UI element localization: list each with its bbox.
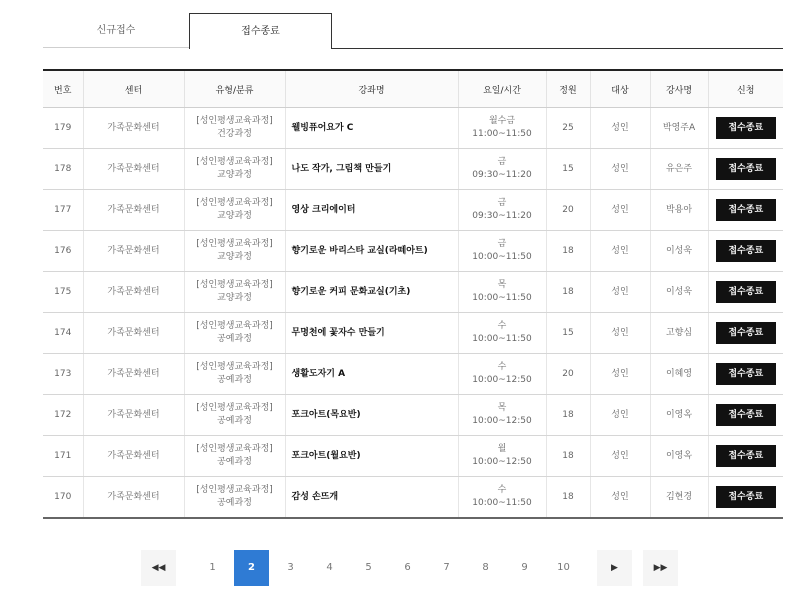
cell-apply: [708, 272, 783, 313]
tab-registration-closed[interactable]: 접수종료: [189, 13, 332, 49]
cell-apply: [708, 477, 783, 519]
table-row: [43, 313, 783, 354]
type-category: [성인평생교육과정]: [196, 362, 273, 372]
cell-center: 가족문화센터: [83, 149, 184, 190]
cell-instructor: 유은주: [650, 149, 708, 190]
cell-course-name[interactable]: 웰빙퓨어요가 C: [285, 108, 458, 149]
cell-target: 성인: [590, 108, 650, 149]
cell-instructor: 박용아: [650, 190, 708, 231]
course-time: 10:00~11:50: [472, 293, 532, 303]
cell-center: 가족문화센터: [83, 272, 184, 313]
cell-type: [184, 313, 285, 354]
course-time: 09:30~11:20: [472, 211, 532, 221]
type-category: [성인평생교육과정]: [196, 321, 273, 331]
cell-type: [184, 149, 285, 190]
course-time: 10:00~12:50: [472, 416, 532, 426]
cell-course-name[interactable]: 포크아트(목요반): [285, 395, 458, 436]
type-category: [성인평생교육과정]: [196, 485, 273, 495]
cell-day-time: [458, 477, 546, 519]
type-subcategory: 공예과정: [217, 416, 252, 426]
cell-type: [184, 436, 285, 477]
type-subcategory: 공예과정: [217, 498, 252, 508]
page-10[interactable]: 10: [546, 550, 581, 586]
course-day: 목: [497, 280, 507, 290]
course-day: 수: [497, 485, 507, 495]
registration-closed-button[interactable]: 접수종료: [716, 363, 776, 385]
cell-target: 성인: [590, 477, 650, 519]
cell-apply: [708, 354, 783, 395]
registration-closed-button[interactable]: 접수종료: [716, 445, 776, 467]
type-subcategory: 교양과정: [217, 252, 252, 262]
cell-type: [184, 272, 285, 313]
course-time: 11:00~11:50: [472, 129, 532, 139]
course-time: 10:00~11:50: [472, 252, 532, 262]
page-2-current[interactable]: 2: [234, 550, 269, 586]
table-row: [43, 190, 783, 231]
cell-center: 가족문화센터: [83, 190, 184, 231]
course-time: 10:00~11:50: [472, 498, 532, 508]
cell-center: 가족문화센터: [83, 395, 184, 436]
cell-course-name[interactable]: 향기로운 바리스타 교실(라떼아트): [285, 231, 458, 272]
tab-new-registration[interactable]: 신규접수: [43, 13, 189, 48]
cell-capacity: 25: [546, 108, 590, 149]
course-time: 10:00~12:50: [472, 457, 532, 467]
cell-apply: [708, 395, 783, 436]
next-page-button[interactable]: ▶: [597, 550, 632, 586]
course-day: 월수금: [488, 116, 516, 126]
table-row: [43, 436, 783, 477]
cell-instructor: 김현경: [650, 477, 708, 519]
cell-apply: [708, 436, 783, 477]
cell-instructor: 이성욱: [650, 272, 708, 313]
cell-target: 성인: [590, 395, 650, 436]
cell-course-name[interactable]: 감성 손뜨개: [285, 477, 458, 519]
type-category: [성인평생교육과정]: [196, 280, 273, 290]
page-4[interactable]: 4: [312, 550, 347, 586]
registration-closed-button[interactable]: 접수종료: [716, 486, 776, 508]
cell-number: 175: [43, 272, 83, 313]
cell-day-time: [458, 272, 546, 313]
page-8[interactable]: 8: [468, 550, 503, 586]
cell-apply: [708, 231, 783, 272]
header-center: 센터: [83, 70, 184, 108]
course-day: 금: [497, 198, 507, 208]
type-category: [성인평생교육과정]: [196, 444, 273, 454]
cell-type: [184, 477, 285, 519]
course-day: 금: [497, 239, 507, 249]
tab-bar: [43, 13, 783, 49]
page-5[interactable]: 5: [351, 550, 386, 586]
table-row: [43, 149, 783, 190]
type-category: [성인평생교육과정]: [196, 239, 273, 249]
cell-center: 가족문화센터: [83, 313, 184, 354]
cell-course-name[interactable]: 영상 크리에이터: [285, 190, 458, 231]
cell-type: [184, 395, 285, 436]
type-category: [성인평생교육과정]: [196, 157, 273, 167]
cell-day-time: [458, 190, 546, 231]
cell-course-name[interactable]: 나도 작가, 그림책 만들기: [285, 149, 458, 190]
cell-center: 가족문화센터: [83, 108, 184, 149]
table-row: [43, 395, 783, 436]
cell-target: 성인: [590, 190, 650, 231]
last-page-button[interactable]: ▶▶: [643, 550, 678, 586]
cell-day-time: [458, 313, 546, 354]
course-day: 금: [497, 157, 507, 167]
registration-closed-button[interactable]: 접수종료: [716, 404, 776, 426]
table-row: [43, 354, 783, 395]
cell-center: 가족문화센터: [83, 354, 184, 395]
cell-course-name[interactable]: 생활도자기 A: [285, 354, 458, 395]
cell-day-time: [458, 395, 546, 436]
header-type: 유형/분류: [184, 70, 285, 108]
cell-type: [184, 231, 285, 272]
course-day: 수: [497, 321, 507, 331]
cell-instructor: 고향심: [650, 313, 708, 354]
cell-day-time: [458, 436, 546, 477]
type-category: [성인평생교육과정]: [196, 116, 273, 126]
type-subcategory: 교양과정: [217, 293, 252, 303]
cell-number: 171: [43, 436, 83, 477]
table-row: [43, 231, 783, 272]
cell-type: [184, 190, 285, 231]
page-3[interactable]: 3: [273, 550, 308, 586]
cell-instructor: 이성욱: [650, 231, 708, 272]
cell-instructor: 이혜영: [650, 354, 708, 395]
header-apply: 신청: [708, 70, 783, 108]
cell-number: 177: [43, 190, 83, 231]
table-header-row: [43, 70, 783, 108]
type-category: [성인평생교육과정]: [196, 198, 273, 208]
registration-closed-button[interactable]: 접수종료: [716, 199, 776, 221]
cell-capacity: 18: [546, 272, 590, 313]
cell-center: 가족문화센터: [83, 436, 184, 477]
cell-course-name[interactable]: 포크아트(월요반): [285, 436, 458, 477]
registration-closed-button[interactable]: 접수종료: [716, 322, 776, 344]
cell-target: 성인: [590, 354, 650, 395]
registration-closed-button[interactable]: 접수종료: [716, 281, 776, 303]
header-instructor: 강사명: [650, 70, 708, 108]
cell-target: 성인: [590, 436, 650, 477]
cell-day-time: [458, 108, 546, 149]
cell-apply: [708, 149, 783, 190]
first-page-button[interactable]: ◀◀: [141, 550, 176, 586]
cell-number: 172: [43, 395, 83, 436]
cell-capacity: 15: [546, 149, 590, 190]
page-1[interactable]: 1: [195, 550, 230, 586]
registration-closed-button[interactable]: 접수종료: [716, 117, 776, 139]
cell-course-name[interactable]: 무명천에 꽃자수 만들기: [285, 313, 458, 354]
cell-number: 174: [43, 313, 83, 354]
cell-capacity: 20: [546, 354, 590, 395]
cell-target: 성인: [590, 272, 650, 313]
table-row: [43, 108, 783, 149]
course-table: [43, 69, 783, 519]
cell-instructor: 이영옥: [650, 395, 708, 436]
cell-number: 170: [43, 477, 83, 519]
cell-apply: [708, 108, 783, 149]
cell-apply: [708, 313, 783, 354]
cell-capacity: 18: [546, 231, 590, 272]
course-time: 10:00~12:50: [472, 375, 532, 385]
cell-day-time: [458, 231, 546, 272]
type-category: [성인평생교육과정]: [196, 403, 273, 413]
type-subcategory: 공예과정: [217, 375, 252, 385]
type-subcategory: 공예과정: [217, 334, 252, 344]
course-day: 월: [497, 444, 507, 454]
cell-capacity: 15: [546, 313, 590, 354]
table-row: [43, 477, 783, 519]
type-subcategory: 건강과정: [217, 129, 252, 139]
course-day: 목: [497, 403, 507, 413]
header-capacity: 정원: [546, 70, 590, 108]
cell-number: 178: [43, 149, 83, 190]
cell-number: 176: [43, 231, 83, 272]
page-9[interactable]: 9: [507, 550, 542, 586]
cell-type: [184, 108, 285, 149]
header-target: 대상: [590, 70, 650, 108]
page-7[interactable]: 7: [429, 550, 464, 586]
course-time: 10:00~11:50: [472, 334, 532, 344]
table-row: [43, 272, 783, 313]
cell-number: 173: [43, 354, 83, 395]
cell-instructor: 이영옥: [650, 436, 708, 477]
cell-target: 성인: [590, 231, 650, 272]
cell-course-name[interactable]: 향기로운 커피 문화교실(기초): [285, 272, 458, 313]
cell-day-time: [458, 354, 546, 395]
cell-day-time: [458, 149, 546, 190]
cell-capacity: 18: [546, 477, 590, 519]
cell-apply: [708, 190, 783, 231]
pagination: [141, 550, 668, 586]
header-day-time: 요일/시간: [458, 70, 546, 108]
cell-type: [184, 354, 285, 395]
cell-target: 성인: [590, 149, 650, 190]
header-course-name: 강좌명: [285, 70, 458, 108]
type-subcategory: 공예과정: [217, 457, 252, 467]
page-6[interactable]: 6: [390, 550, 425, 586]
registration-closed-button[interactable]: 접수종료: [716, 240, 776, 262]
tab-bar-underline: [332, 48, 783, 49]
cell-capacity: 18: [546, 395, 590, 436]
cell-instructor: 박영주A: [650, 108, 708, 149]
course-time: 09:30~11:20: [472, 170, 532, 180]
cell-number: 179: [43, 108, 83, 149]
cell-target: 성인: [590, 313, 650, 354]
cell-capacity: 18: [546, 436, 590, 477]
cell-capacity: 20: [546, 190, 590, 231]
course-day: 수: [497, 362, 507, 372]
registration-closed-button[interactable]: 접수종료: [716, 158, 776, 180]
type-subcategory: 교양과정: [217, 170, 252, 180]
type-subcategory: 교양과정: [217, 211, 252, 221]
cell-center: 가족문화센터: [83, 231, 184, 272]
cell-center: 가족문화센터: [83, 477, 184, 519]
header-number: 번호: [43, 70, 83, 108]
